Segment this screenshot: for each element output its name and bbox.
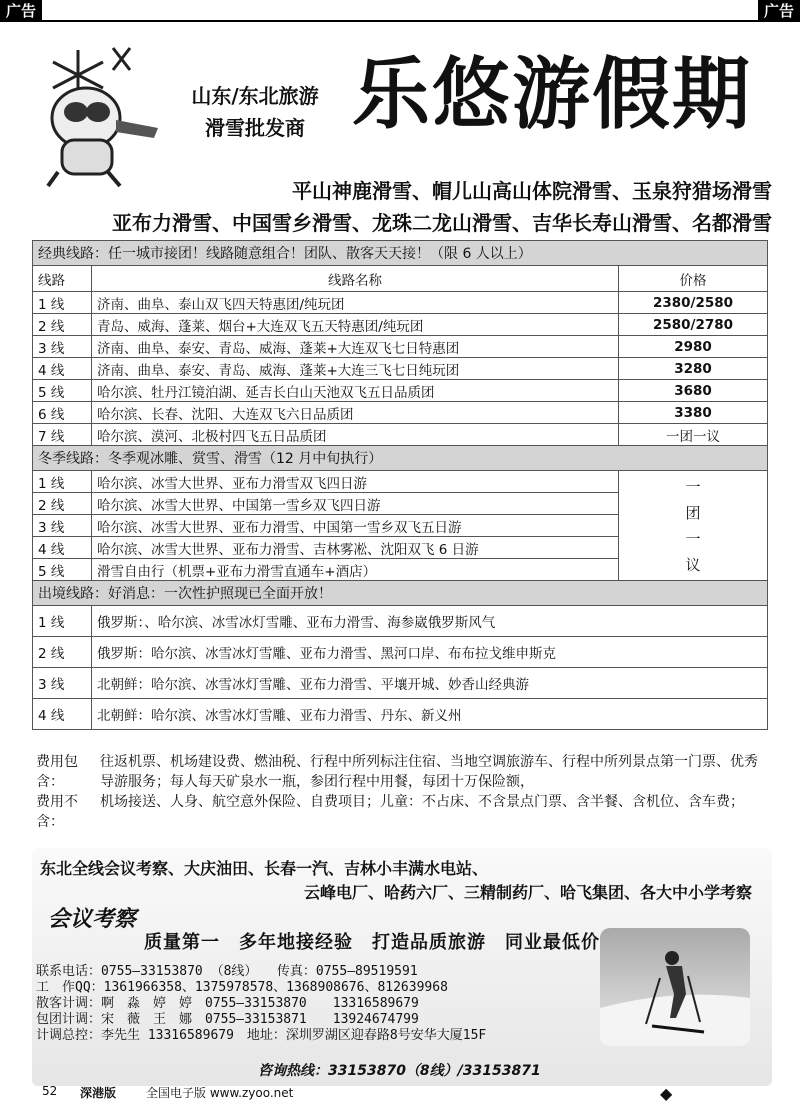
hotline: 咨询热线：33153870（8线）/33153871 <box>258 1063 541 1079</box>
row-name: 哈尔滨、长春、沈阳、大连双飞六日品质团 <box>92 402 619 424</box>
winter-price-char: 团 <box>685 503 701 522</box>
table-row <box>33 637 768 668</box>
ad-tag-left: 广告 <box>0 0 42 22</box>
table-row <box>33 606 768 637</box>
meeting-title: 会议考察 <box>48 907 137 932</box>
page-footer <box>0 1084 800 1103</box>
winter-price-char: 一 <box>685 477 701 496</box>
winter-section-title: 冬季线路：冬季观冰雕、赏雪、滑雪（12 月中旬执行） <box>33 446 768 471</box>
fee-include-label: 费用包含： <box>36 754 78 790</box>
winter-price-char: 一 <box>685 529 701 548</box>
row-name: 北朝鲜：哈尔滨、冰雪冰灯雪雕、亚布力滑雪、平壤开城、妙香山经典游 <box>92 668 768 699</box>
row-line: 4 线 <box>33 537 92 559</box>
row-line: 5 线 <box>33 380 92 402</box>
contact-line: 计调总控：李先生 13316589679 地址：深圳罗湖区迎春路8号安华大厦15F <box>36 1028 487 1043</box>
row-line: 4 线 <box>33 358 92 380</box>
row-name: 滑雪自由行（机票+亚布力滑雪直通车+酒店） <box>92 559 619 581</box>
fee-include-text: 往返机票、机场建设费、燃油税、行程中所列标注住宿、当地空调旅游车、行程中所列景点第一门票、优秀导游服务；每人每天矿泉水一瓶，参团行程中用餐，每团十万保险额， <box>100 754 758 790</box>
contact-line: 散客计调：啊 淼 婷 婷 0755—33153870 13316589679 <box>36 996 419 1011</box>
row-price: 3280 <box>619 358 768 380</box>
quality-slogan: 质量第一 多年地接经验 打造品质旅游 同业最低价 <box>144 932 600 953</box>
tour-line2: 云峰电厂、哈药六厂、三精制药厂、哈飞集团、各大中小学考察 <box>303 883 752 902</box>
row-name: 哈尔滨、冰雪大世界、中国第一雪乡双飞四日游 <box>92 493 619 515</box>
row-name: 济南、曲阜、泰安、青岛、威海、蓬莱+大连双飞七日特惠团 <box>92 336 619 358</box>
table-row <box>33 471 768 493</box>
resort-line2: 亚布力滑雪、中国雪乡滑雪、龙珠二龙山滑雪、吉华长寿山滑雪、名都滑雪 <box>112 211 772 235</box>
row-name: 哈尔滨、漠河、北极村四飞五日品质团 <box>92 424 619 446</box>
table-row <box>33 424 768 446</box>
table-row <box>33 336 768 358</box>
fee-exclude-text: 机场接送、人身、航空意外保险、自费项目；儿童：不占床、不含景点门票、含半餐、含机位、含车费； <box>100 794 744 810</box>
fee-notes <box>36 752 766 832</box>
fee-exclude-label: 费用不含： <box>36 794 78 830</box>
top-rule <box>0 20 800 22</box>
row-name: 济南、曲阜、泰安、青岛、威海、蓬莱+大连三飞七日纯玩团 <box>92 358 619 380</box>
contact-line: 包团计调：宋 薇 王 娜 0755—33153871 13924674799 <box>36 1012 419 1027</box>
skier-photo-icon <box>600 928 750 1046</box>
resort-line1: 平山神鹿滑雪、帽儿山高山体院滑雪、玉泉狩猎场滑雪 <box>292 179 772 203</box>
row-line: 5 线 <box>33 559 92 581</box>
row-line: 6 线 <box>33 402 92 424</box>
row-line: 1 线 <box>33 606 92 637</box>
row-line: 7 线 <box>33 424 92 446</box>
table-row <box>33 668 768 699</box>
row-name: 哈尔滨、牡丹江镜泊湖、延吉长白山天池双飞五日品质团 <box>92 380 619 402</box>
row-line: 2 线 <box>33 314 92 336</box>
row-price: 2980 <box>619 336 768 358</box>
row-name: 哈尔滨、冰雪大世界、亚布力滑雪、中国第一雪乡双飞五日游 <box>92 515 619 537</box>
diamond-icon: ◆ <box>660 1084 673 1103</box>
brand-name: 乐悠游假期 <box>352 49 753 140</box>
row-name: 哈尔滨、冰雪大世界、亚布力滑雪双飞四日游 <box>92 471 619 493</box>
subtitle-line2: 滑雪批发商 <box>205 116 305 140</box>
table-row <box>33 292 768 314</box>
col-name-header: 线路名称 <box>92 266 619 292</box>
table-row <box>33 358 768 380</box>
row-line: 4 线 <box>33 699 92 730</box>
row-line: 3 线 <box>33 336 92 358</box>
row-line: 1 线 <box>33 471 92 493</box>
winter-price-char: 议 <box>685 555 701 574</box>
winter-price <box>619 471 768 581</box>
ad-tag-right: 广告 <box>758 0 800 22</box>
page-number: 52 <box>42 1084 58 1098</box>
row-name: 北朝鲜：哈尔滨、冰雪冰灯雪雕、亚布力滑雪、丹东、新义州 <box>92 699 768 730</box>
row-price: 2380/2580 <box>619 292 768 314</box>
contact-list <box>36 964 486 1044</box>
row-name: 俄罗斯：哈尔滨、冰雪冰灯雪雕、亚布力滑雪、黑河口岸、布布拉戈维申斯克 <box>92 637 768 668</box>
col-price-header: 价格 <box>619 266 768 292</box>
subtitle-line1: 山东/东北旅游 <box>191 84 319 108</box>
snowflake-mascot-icon <box>18 40 168 190</box>
row-price: 3380 <box>619 402 768 424</box>
contact-line: 工 作QQ：1361966358、1375978578、1368908676、812639968 <box>36 980 448 995</box>
tour-line1: 东北全线会议考察、大庆油田、长春一汽、吉林小丰满水电站、 <box>40 859 489 878</box>
table-row <box>33 402 768 424</box>
brand-subtitle <box>170 80 340 144</box>
row-line: 2 线 <box>33 493 92 515</box>
classic-section-title: 经典线路：任一城市接团！线路随意组合！团队、散客天天接！（限 6 人以上） <box>33 241 768 266</box>
site-url: 全国电子版 www.zyoo.net <box>146 1086 294 1100</box>
resort-list <box>32 175 772 239</box>
contact-line: 联系电话：0755—33153870 （8线） 传真：0755—89519591 <box>36 964 418 979</box>
edition-label: 深港版 <box>80 1086 117 1100</box>
row-name: 哈尔滨、冰雪大世界、亚布力滑雪、吉林雾凇、沈阳双飞 6 日游 <box>92 537 619 559</box>
table-row <box>33 380 768 402</box>
row-name: 青岛、威海、蓬莱、烟台+大连双飞五天特惠团/纯玩团 <box>92 314 619 336</box>
row-line: 3 线 <box>33 515 92 537</box>
row-price: 2580/2780 <box>619 314 768 336</box>
table-row <box>33 314 768 336</box>
table-row <box>33 699 768 730</box>
route-table <box>32 240 768 730</box>
row-line: 1 线 <box>33 292 92 314</box>
row-price: 3680 <box>619 380 768 402</box>
outbound-section-title: 出境线路：好消息：一次性护照现已全面开放！ <box>33 581 768 606</box>
row-name: 济南、曲阜、泰山双飞四天特惠团/纯玩团 <box>92 292 619 314</box>
row-price: 一团一议 <box>619 424 768 446</box>
col-line-header: 线路 <box>33 266 92 292</box>
contact-panel <box>32 848 772 1086</box>
row-line: 3 线 <box>33 668 92 699</box>
row-name: 俄罗斯：、哈尔滨、冰雪冰灯雪雕、亚布力滑雪、海参崴俄罗斯风气 <box>92 606 768 637</box>
row-line: 2 线 <box>33 637 92 668</box>
